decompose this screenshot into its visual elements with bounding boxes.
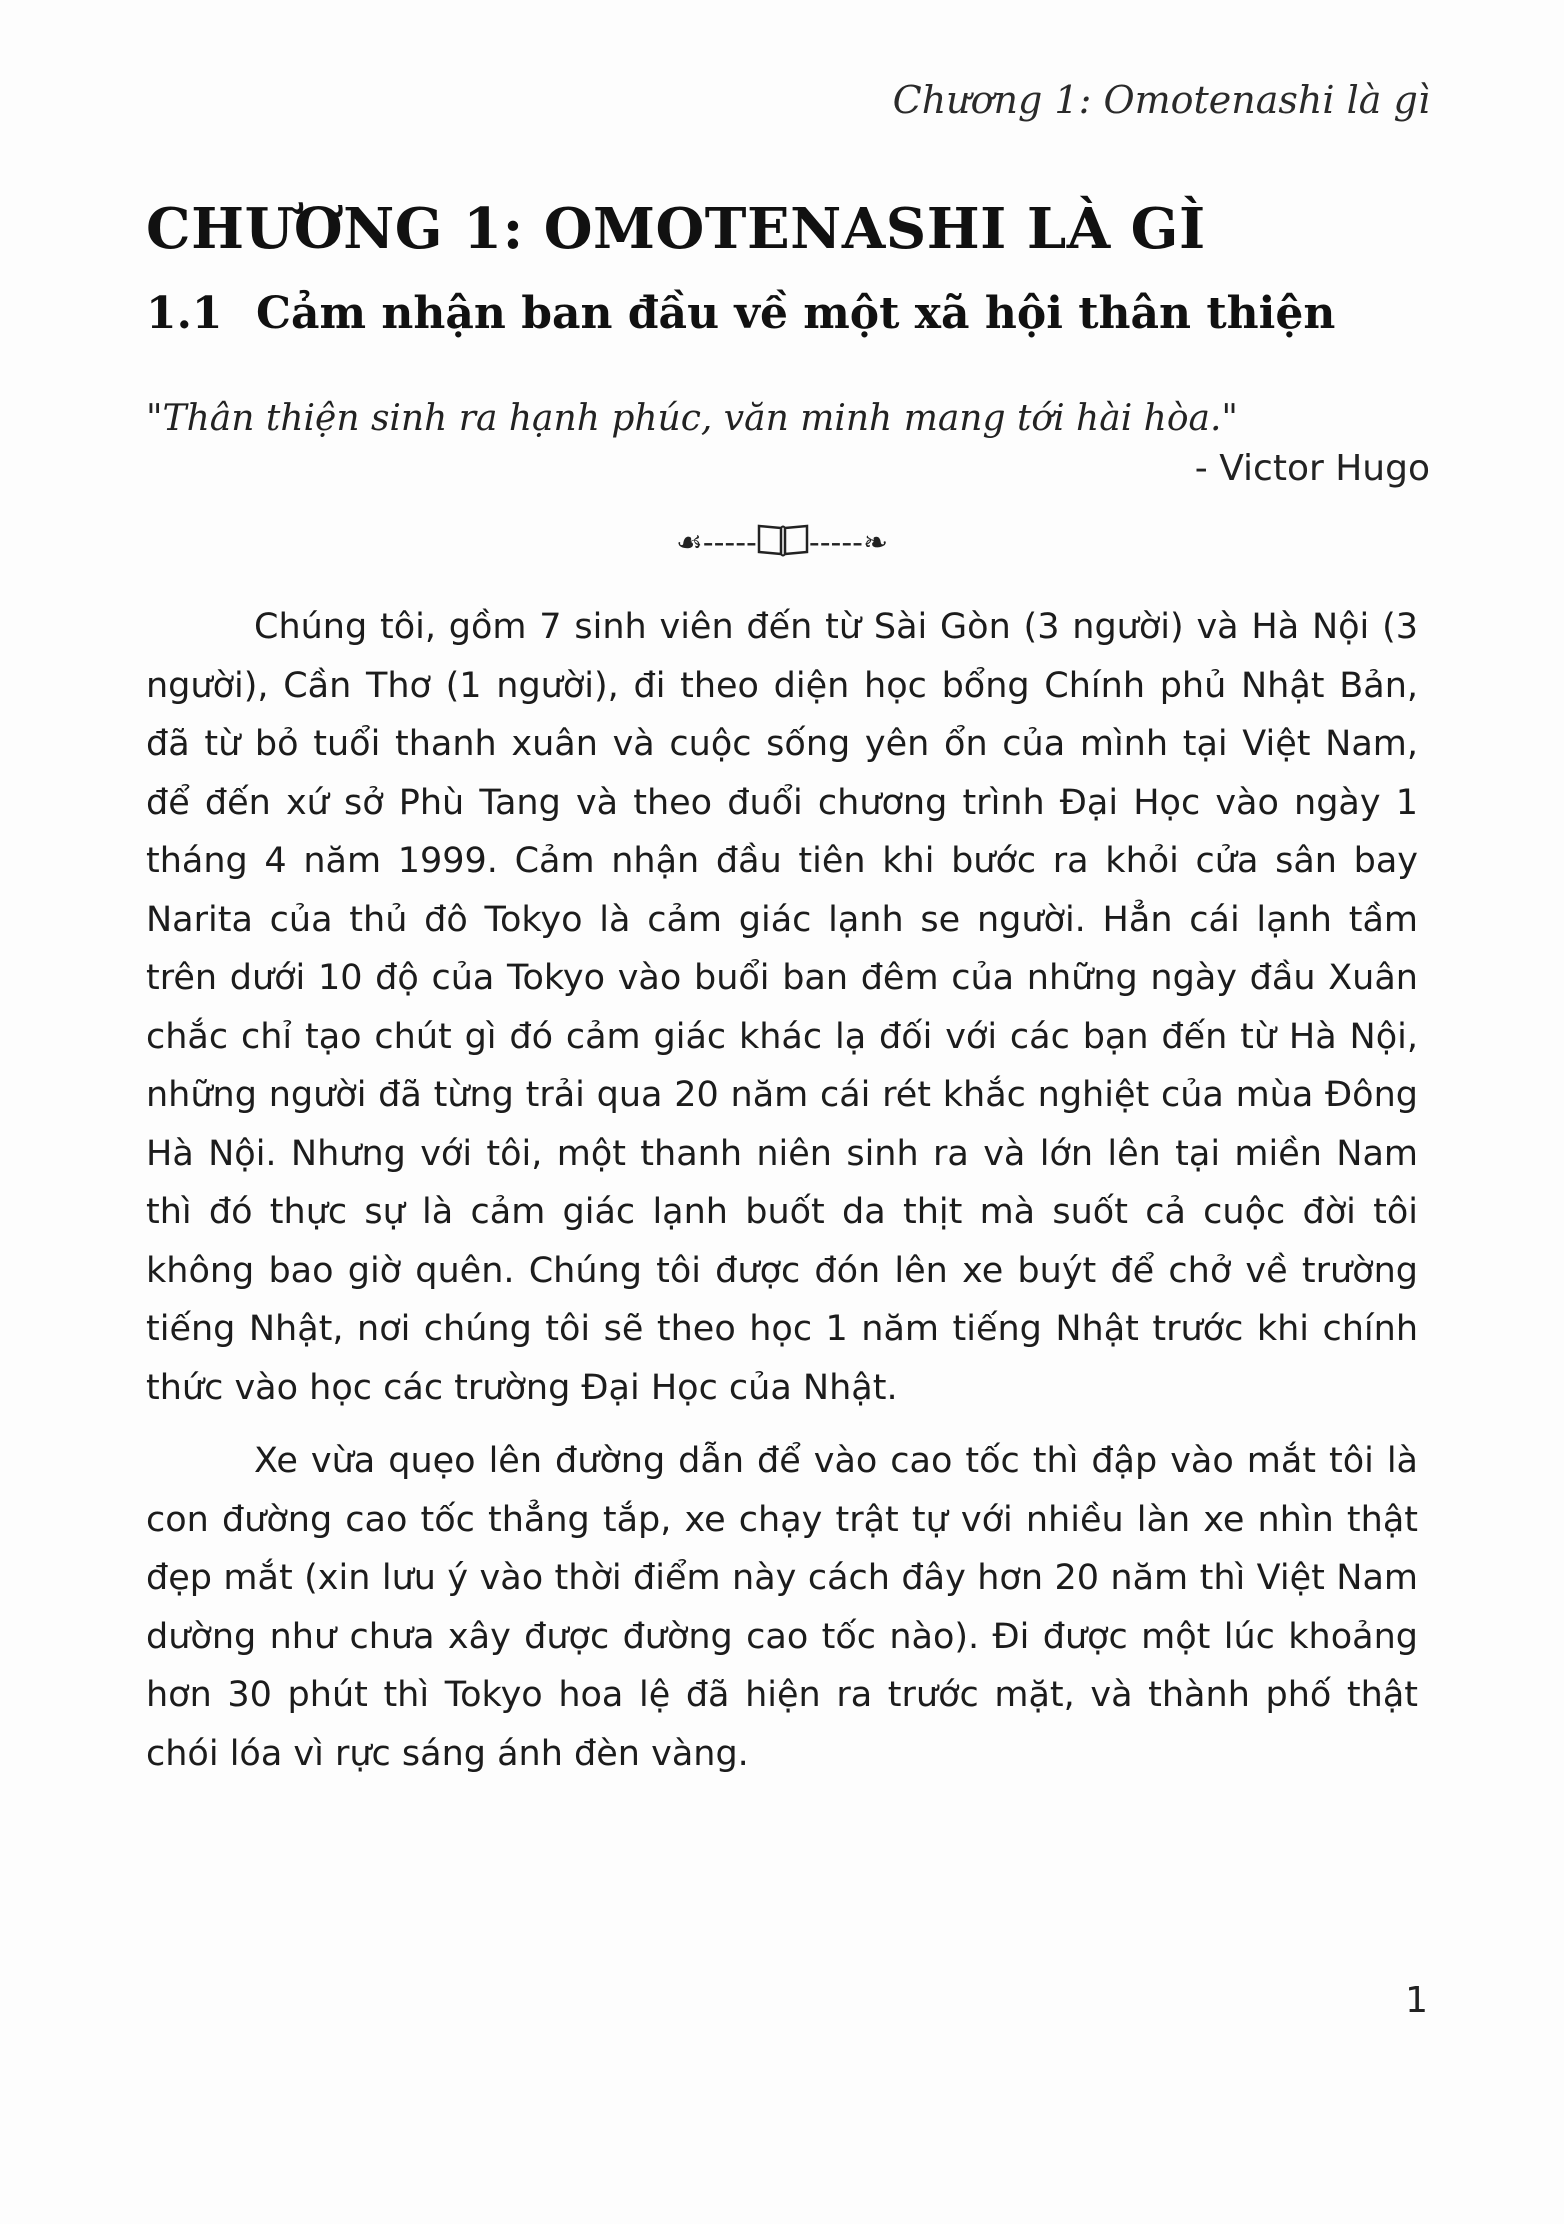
running-header: Chương 1: Omotenashi là gì xyxy=(892,78,1430,122)
section-ornament xyxy=(0,522,1564,566)
epigraph-author: - Victor Hugo xyxy=(1194,448,1430,489)
section-title: Cảm nhận ban đầu về một xã hội thân thiện xyxy=(256,288,1336,339)
section-number: 1.1 xyxy=(146,288,223,339)
chapter-title: CHƯƠNG 1: OMOTENASHI LÀ GÌ xyxy=(146,196,1206,262)
section-heading xyxy=(146,288,1335,339)
ornament-left: ☙----- xyxy=(675,525,757,561)
body-paragraph: Xe vừa quẹo lên đường dẫn để vào cao tốc thì đập vào mắt tôi là con đường cao tốc thẳng tắp, xe chạy trật tự với nhiều làn xe nhìn thật đẹp mắt (xin lưu ý vào thời điểm này cách đây hơn 20 năm thì Việt Nam dường như chưa xây được đường cao tốc nào). Đi được một lúc khoảng hơn 30 phút thì Tokyo hoa lệ đã hiện ra trước mặt, và thành phố thật chói lóa vì rực sáng ánh đèn vàng. xyxy=(146,1441,1418,1774)
page-number: 1 xyxy=(1405,1980,1428,2021)
open-book-icon xyxy=(757,522,809,566)
ornament-right: -----❧ xyxy=(808,525,889,561)
body-paragraph: Chúng tôi, gồm 7 sinh viên đến từ Sài Gòn (3 người) và Hà Nội (3 người), Cần Thơ (1 người), đi theo diện học bổng Chính phủ Nhật Bản, đã từ bỏ tuổi thanh xuân và cuộc sống yên ổn của mình tại Việt Nam, để đến xứ sở Phù Tang và theo đuổi chương trình Đại Học vào ngày 1 tháng 4 năm 1999. Cảm nhận đầu tiên khi bước ra khỏi cửa sân bay Narita của thủ đô Tokyo là cảm giác lạnh se người. Hẳn cái lạnh tầm trên dưới 10 độ của Tokyo vào buổi ban đêm của những ngày đầu Xuân chắc chỉ tạo chút gì đó cảm giác khác lạ đối với các bạn đến từ Hà Nội, những người đã từng trải qua 20 năm cái rét khắc nghiệt của mùa Đông Hà Nội. Nhưng với tôi, một thanh niên sinh ra và lớn lên tại miền Nam thì đó thực sự là cảm giác lạnh buốt da thịt mà suốt cả cuộc đời tôi không bao giờ quên. Chúng tôi được đón lên xe buýt để chở về trường tiếng Nhật, nơi chúng tôi sẽ theo học 1 năm tiếng Nhật trước khi chính thức vào học các trường Đại Học của Nhật. xyxy=(146,607,1418,1408)
epigraph-quote: "Thân thiện sinh ra hạnh phúc, văn minh mang tới hài hòa." xyxy=(146,398,1238,439)
